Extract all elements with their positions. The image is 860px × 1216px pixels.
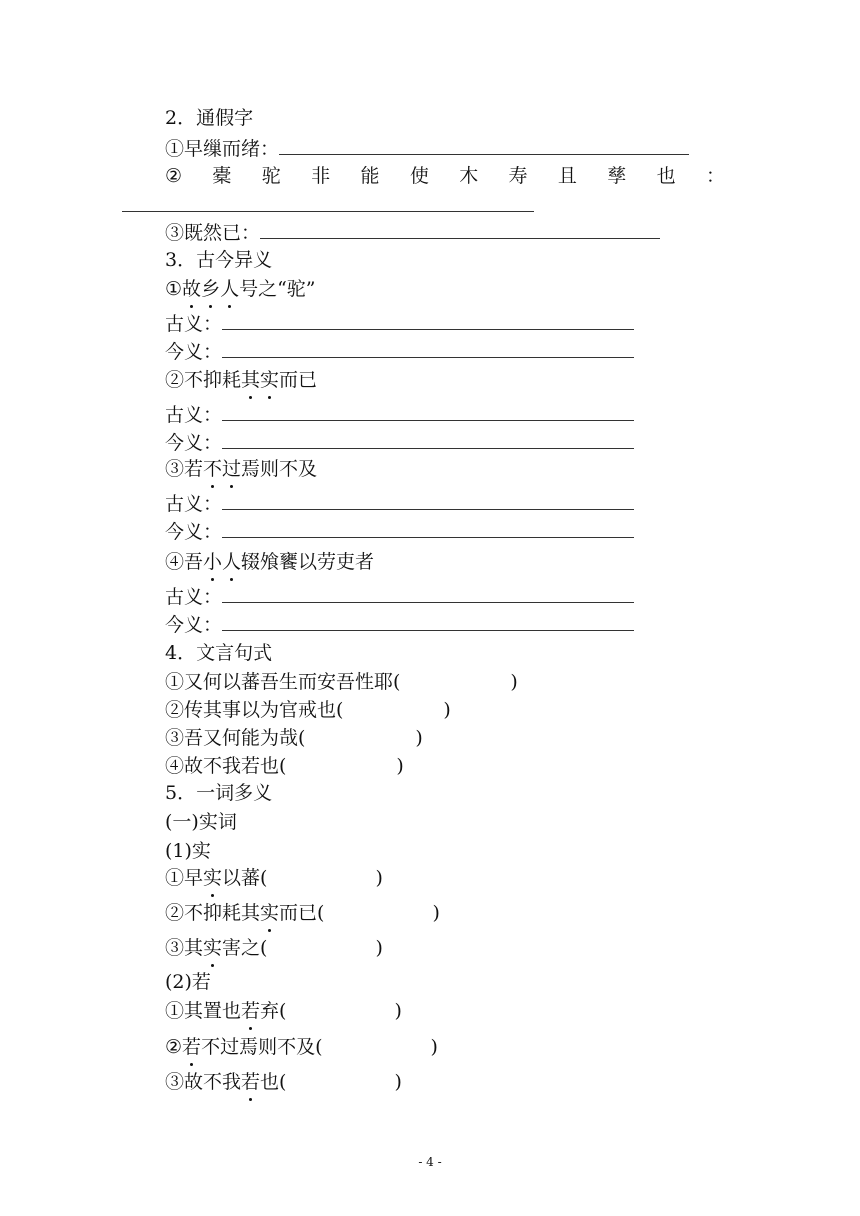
jin-yi-row bbox=[165, 519, 634, 543]
label-text: 古义： bbox=[165, 404, 223, 426]
close-paren: ) bbox=[394, 1071, 402, 1093]
section-heading-jushi: 4．文言句式 bbox=[165, 642, 273, 664]
emphasized-text bbox=[241, 369, 279, 391]
item-text: 焉则不及 bbox=[241, 458, 318, 480]
answer-line[interactable] bbox=[222, 612, 634, 631]
jin-yi-row bbox=[165, 612, 634, 636]
answer-line[interactable] bbox=[222, 519, 634, 538]
label-text: 今义： bbox=[165, 614, 223, 636]
close-paren: ) bbox=[430, 1036, 438, 1058]
gu-yi-row bbox=[165, 584, 634, 608]
spaced-char: 橐 bbox=[212, 165, 232, 187]
jin-yi-row bbox=[165, 430, 634, 454]
spaced-char: 能 bbox=[360, 165, 380, 187]
answer-line[interactable] bbox=[122, 211, 534, 212]
label-text: 今义： bbox=[165, 432, 223, 454]
item-text: 辍飧饔以劳吏者 bbox=[241, 551, 375, 573]
label-text: 今义： bbox=[165, 341, 223, 363]
w1_items-item-1 bbox=[165, 866, 383, 890]
gujin-item-4 bbox=[165, 550, 374, 574]
item-text: ④吾 bbox=[165, 551, 204, 573]
answer-line[interactable] bbox=[222, 491, 634, 510]
emphasized-char: 若 bbox=[241, 1071, 261, 1093]
emphasized-char: 不 bbox=[203, 458, 223, 480]
answer-line[interactable] bbox=[260, 220, 660, 239]
jushi-item-1 bbox=[165, 670, 518, 694]
item-text: 而已 bbox=[279, 369, 318, 391]
answer-line[interactable] bbox=[222, 584, 634, 603]
spaced-char: 且 bbox=[557, 165, 577, 187]
item-text: 以蕃( bbox=[222, 867, 268, 889]
word-heading-ruo: (2)若 bbox=[165, 971, 211, 993]
item-text: ①又何以蕃吾生而安吾性耶( bbox=[165, 671, 401, 693]
jushi-item-4 bbox=[165, 754, 404, 778]
emphasized-char: 其 bbox=[241, 369, 261, 391]
item-text: ②不抑耗 bbox=[165, 369, 242, 391]
label-text: 古义： bbox=[165, 493, 223, 515]
gu-yi-row bbox=[165, 491, 634, 515]
tongjiazi-item-3 bbox=[165, 220, 660, 244]
spaced-char: 驼 bbox=[261, 165, 281, 187]
emphasized-text bbox=[203, 551, 241, 573]
close-paren: ) bbox=[396, 755, 404, 777]
w2_items-item-2 bbox=[165, 1035, 438, 1059]
emphasized-char: 若 bbox=[241, 1000, 261, 1022]
page-number: - 4 - bbox=[418, 1155, 442, 1169]
item-text: 弃( bbox=[260, 1000, 287, 1022]
spaced-char: ② bbox=[165, 165, 183, 187]
spaced-char: 非 bbox=[311, 165, 331, 187]
tongjiazi-item-1 bbox=[165, 136, 689, 160]
emphasized-text bbox=[182, 278, 239, 300]
item-text: ①其置也 bbox=[165, 1000, 242, 1022]
gujin-item-3 bbox=[165, 457, 317, 481]
jushi-item-3 bbox=[165, 726, 423, 750]
item-text: ②不抑耗其 bbox=[165, 902, 261, 924]
item-text: ② bbox=[165, 1036, 183, 1058]
answer-line[interactable] bbox=[222, 402, 634, 421]
close-paren: ) bbox=[394, 1000, 402, 1022]
close-paren: ) bbox=[375, 867, 383, 889]
gu-yi-row bbox=[165, 311, 634, 335]
w1_items-item-3 bbox=[165, 936, 383, 960]
emphasized-char: 人 bbox=[220, 278, 240, 300]
emphasized-char: 故 bbox=[182, 278, 202, 300]
jushi-item-2 bbox=[165, 698, 451, 722]
w1_items-item-2 bbox=[165, 901, 440, 925]
item-text: ③其 bbox=[165, 937, 204, 959]
w2_items-item-1 bbox=[165, 999, 402, 1023]
close-paren: ) bbox=[432, 902, 440, 924]
answer-line[interactable] bbox=[222, 430, 634, 449]
word-heading-shi: (1)实 bbox=[165, 840, 211, 862]
tongjiazi-item-2 bbox=[165, 164, 725, 188]
emphasized-char: 实 bbox=[203, 867, 223, 889]
answer-line[interactable] bbox=[222, 339, 634, 358]
spaced-char: 寿 bbox=[508, 165, 528, 187]
close-paren: ) bbox=[375, 937, 383, 959]
item-text: 害之( bbox=[222, 937, 268, 959]
section-heading-tongjiazi: 2．通假字 bbox=[165, 107, 254, 129]
item-text: ②传其事以为官戒也( bbox=[165, 699, 344, 721]
emphasized-char: 乡 bbox=[201, 278, 221, 300]
answer-line[interactable] bbox=[222, 311, 634, 330]
label-text: 古义： bbox=[165, 586, 223, 608]
spaced-char: 木 bbox=[459, 165, 479, 187]
gujin-item-2 bbox=[165, 368, 317, 392]
answer-line[interactable] bbox=[279, 136, 689, 155]
emphasized-char: 人 bbox=[222, 551, 242, 573]
item-text: 也( bbox=[260, 1071, 287, 1093]
close-paren: ) bbox=[510, 671, 518, 693]
emphasized-char: 实 bbox=[203, 937, 223, 959]
item-text: ①早缫而绪： bbox=[165, 138, 280, 160]
w2_items-item-3 bbox=[165, 1070, 402, 1094]
emphasized-char: 实 bbox=[260, 369, 280, 391]
spaced-char: 使 bbox=[409, 165, 429, 187]
item-text: ③吾又何能为哉( bbox=[165, 727, 306, 749]
section-heading-gujin: 3．古今异义 bbox=[165, 249, 273, 271]
spaced-char: ： bbox=[705, 165, 725, 187]
emphasized-char: 若 bbox=[182, 1036, 202, 1058]
item-text: ①早 bbox=[165, 867, 204, 889]
item-text: 号之“驼” bbox=[239, 278, 316, 300]
emphasized-text bbox=[203, 458, 241, 480]
item-text: ③若 bbox=[165, 458, 204, 480]
spaced-char: 也 bbox=[656, 165, 676, 187]
close-paren: ) bbox=[415, 727, 423, 749]
emphasized-char: 过 bbox=[222, 458, 242, 480]
item-text: ① bbox=[165, 278, 183, 300]
item-text: ③故不我 bbox=[165, 1071, 242, 1093]
close-paren: ) bbox=[443, 699, 451, 721]
section-heading-yiciduoyi: 5．一词多义 bbox=[165, 782, 273, 804]
item-text: 不过焉则不及( bbox=[201, 1036, 323, 1058]
item-text: ④故不我若也( bbox=[165, 755, 287, 777]
label-text: 今义： bbox=[165, 521, 223, 543]
gujin-item-1 bbox=[165, 277, 316, 301]
gu-yi-row bbox=[165, 402, 634, 426]
item-text: ③既然已： bbox=[165, 222, 261, 244]
jin-yi-row bbox=[165, 339, 634, 363]
emphasized-char: 实 bbox=[260, 902, 280, 924]
label-text: 古义： bbox=[165, 313, 223, 335]
subsection-shici: (一)实词 bbox=[165, 811, 237, 833]
emphasized-char: 小 bbox=[203, 551, 223, 573]
spaced-char: 孳 bbox=[607, 165, 627, 187]
item-text: 而已( bbox=[279, 902, 325, 924]
